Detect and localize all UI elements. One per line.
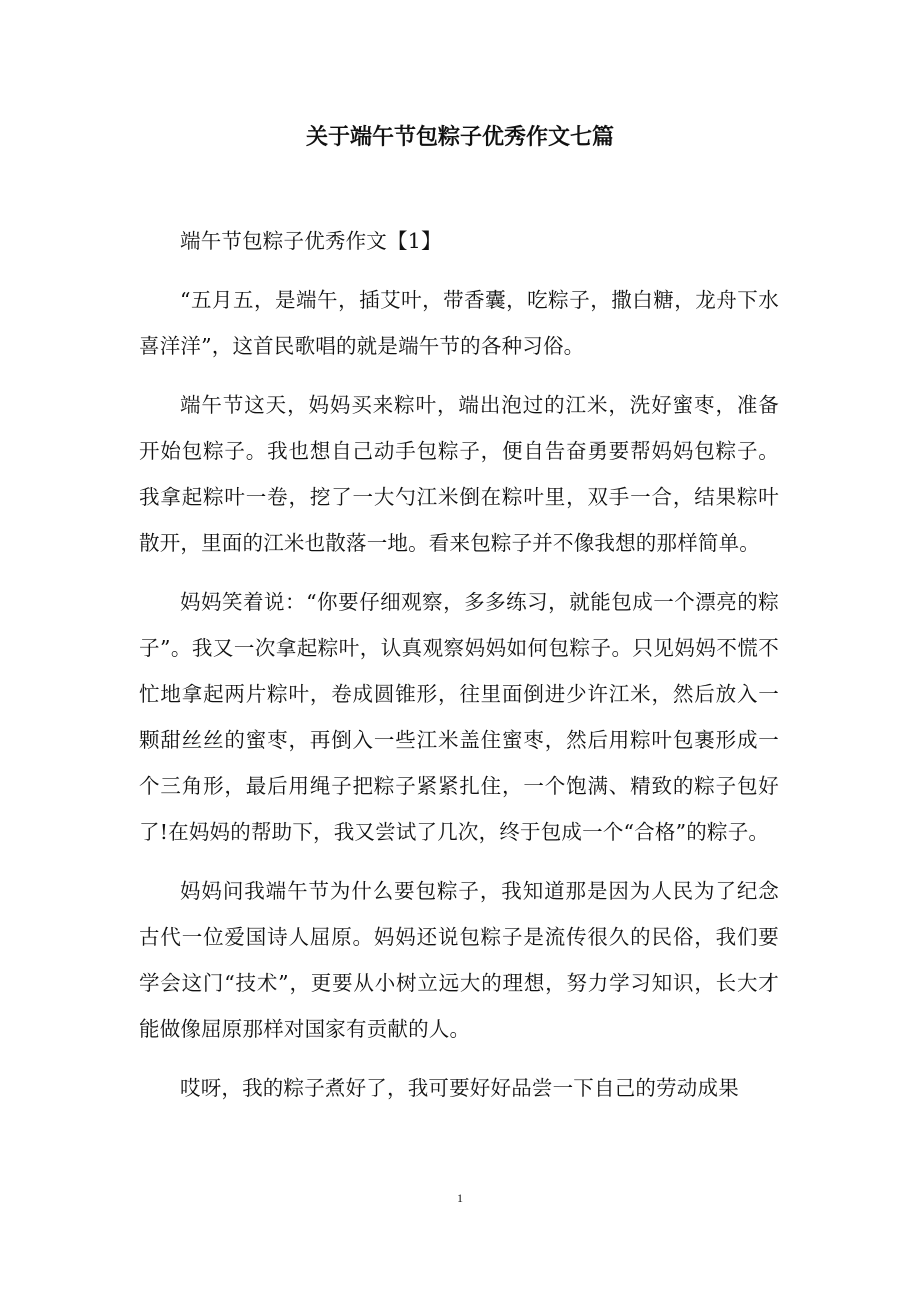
paragraph: 妈妈问我端午节为什么要包粽子，我知道那是因为人民为了纪念古代一位爱国诗人屈原。妈妈还说包粽子是流传很久的民俗，我们要学会这门“技术”，更要从小树立远大的理想，努力学习知识，长大才能做像屈原那样对国家有贡献的人。 xyxy=(139,879,779,1041)
document-body xyxy=(139,218,779,1124)
page-number: 1 xyxy=(457,1191,463,1205)
paragraph: “五月五，是端午，插艾叶，带香囊，吃粽子，撒白糖，龙舟下水喜洋洋”，这首民歌唱的就是端午节的各种习俗。 xyxy=(139,288,779,358)
paragraph: 妈妈笑着说：“你要仔细观察，多多练习，就能包成一个漂亮的粽子”。我又一次拿起粽叶，认真观察妈妈如何包粽子。只见妈妈不慌不忙地拿起两片粽叶，卷成圆锥形，往里面倒进少许江米，然后放入一颗甜丝丝的蜜枣，再倒入一些江米盖住蜜枣，然后用粽叶包裹形成一个三角形，最后用绳子把粽子紧紧扎住，一个饱满、精致的粽子包好了!在妈妈的帮助下，我又尝试了几次，终于包成一个“合格”的粽子。 xyxy=(139,590,779,844)
paragraph: 哎呀，我的粽子煮好了，我可要好好品尝一下自己的劳动成果 xyxy=(180,1076,739,1100)
essay-heading: 端午节包粽子优秀作文【1】 xyxy=(180,229,442,253)
paragraph: 端午节这天，妈妈买来粽叶，端出泡过的江米，洗好蜜枣，准备开始包粽子。我也想自己动手包粽子，便自告奋勇要帮妈妈包粽子。我拿起粽叶一卷，挖了一大勺江米倒在粽叶里，双手一合，结果粽叶散开，里面的江米也散落一地。看来包粽子并不像我想的那样简单。 xyxy=(139,393,779,555)
document-title: 关于端午节包粽子优秀作文七篇 xyxy=(305,124,614,150)
